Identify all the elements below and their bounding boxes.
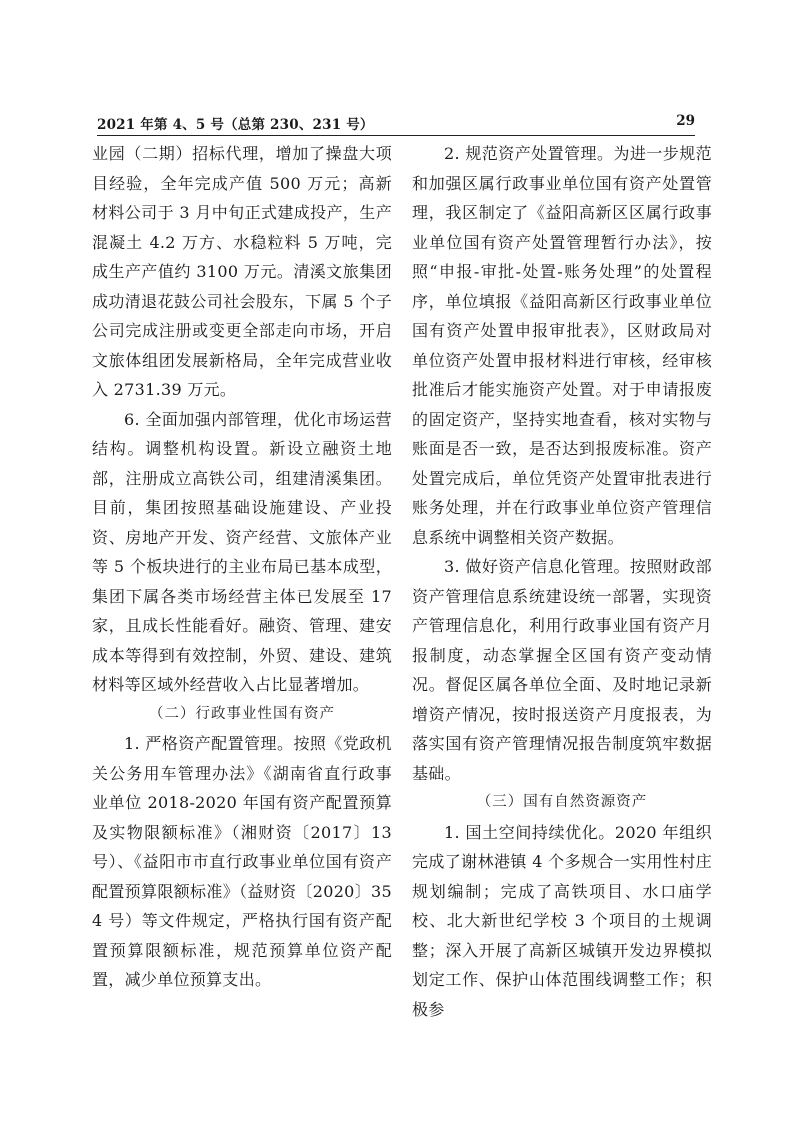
paragraph: 1. 国土空间持续优化。2020 年组织完成了谢林港镇 4 个多规合一实用性村庄规划编制；完成了高铁项目、水口庙学校、北大新世纪学校 3 个项目的土规调整；深入开展了高新区城镇开发边界模拟划定工作、保护山体范围线调整工作；积极参 [412, 822, 712, 1019]
paragraph: 2. 规范资产处置管理。为进一步规范和加强区属行政事业单位国有资产处置管理，我区制定了《益阳高新区区属行政事业单位国有资产处置管理暂行办法》，按照“申报-审批-处置-账务处理”的处置程序，单位填报《益阳高新区行政事业单位国有资产处置申报审批表》，区财政局对单位资产处置申报材料进行审核，经审核批准后才能实施资产处置。对于申请报废的固定资产，坚持实地查看，核对实物与账面是否一致，是否达到报废标准。资产处置完成后，单位凭资产处置审批表进行账务处理，并在行政事业单位资产管理信息系统中调整相关资产数据。 [412, 144, 712, 547]
left-column [92, 139, 392, 995]
section-heading: （二）行政事业性国有资产 [149, 705, 335, 722]
running-header [97, 113, 695, 136]
paragraph: 3. 做好资产信息化管理。按照财政部资产管理信息系统建设统一部署，实现资产管理信息化，利用行政事业国有资产月报制度，动态掌握全区国有资产变动情况。督促区属各单位全面、及时地记录新增资产情况，按时报送资产月度报表，为落实国有资产管理情况报告制度筑牢数据基础。 [412, 557, 712, 783]
section-heading: （三）国有自然资源资产 [476, 794, 648, 810]
paragraph: 业园（二期）招标代理，增加了操盘大项目经验，全年完成产值 500 万元；高新材料公司于 3 月中旬正式建成投产，生产混凝土 4.2 万方、水稳粒料 5 万吨，完成生产产值约 3100 万元。清溪文旅集团成功清退花鼓公司社会股东，下属 5 个子公司完成注册或变更全部走向市场，开启文旅体组团发展新格局，全年完成营业收入 2731.39 万元。 [92, 144, 392, 399]
page-number: 29 [676, 113, 695, 129]
issue-label: 2021 年第 4、5 号（总第 230、231 号） [97, 117, 374, 133]
paragraph: 1. 严格资产配置管理。按照《党政机关公务用车管理办法》《湖南省直行政事业单位 2018-2020 年国有资产配置预算及实物限额标准》（湘财资〔2017〕13 号）、《益阳市市直行政事业单位国有资产配置预算限额标准》（益财资〔2020〕354 号）等文件规定，严格执行国有资产配置预算限额标准，规范预算单位资产配置，减少单位预算支出。 [92, 734, 392, 989]
right-column [412, 139, 712, 1024]
paragraph: 6. 全面加强内部管理，优化市场运营结构。调整机构设置。新设立融资土地部，注册成立高铁公司，组建清溪集团。目前，集团按照基础设施建设、产业投资、房地产开发、资产经营、文旅体产业等 5 个板块进行的主业布局已基本成型，集团下属各类市场经营主体已发展至 17 家，且成长性能看好。融资、管理、建安成本等得到有效控制，外贸、建设、建筑材料等区域外经营收入占比显著增加。 [92, 409, 392, 694]
